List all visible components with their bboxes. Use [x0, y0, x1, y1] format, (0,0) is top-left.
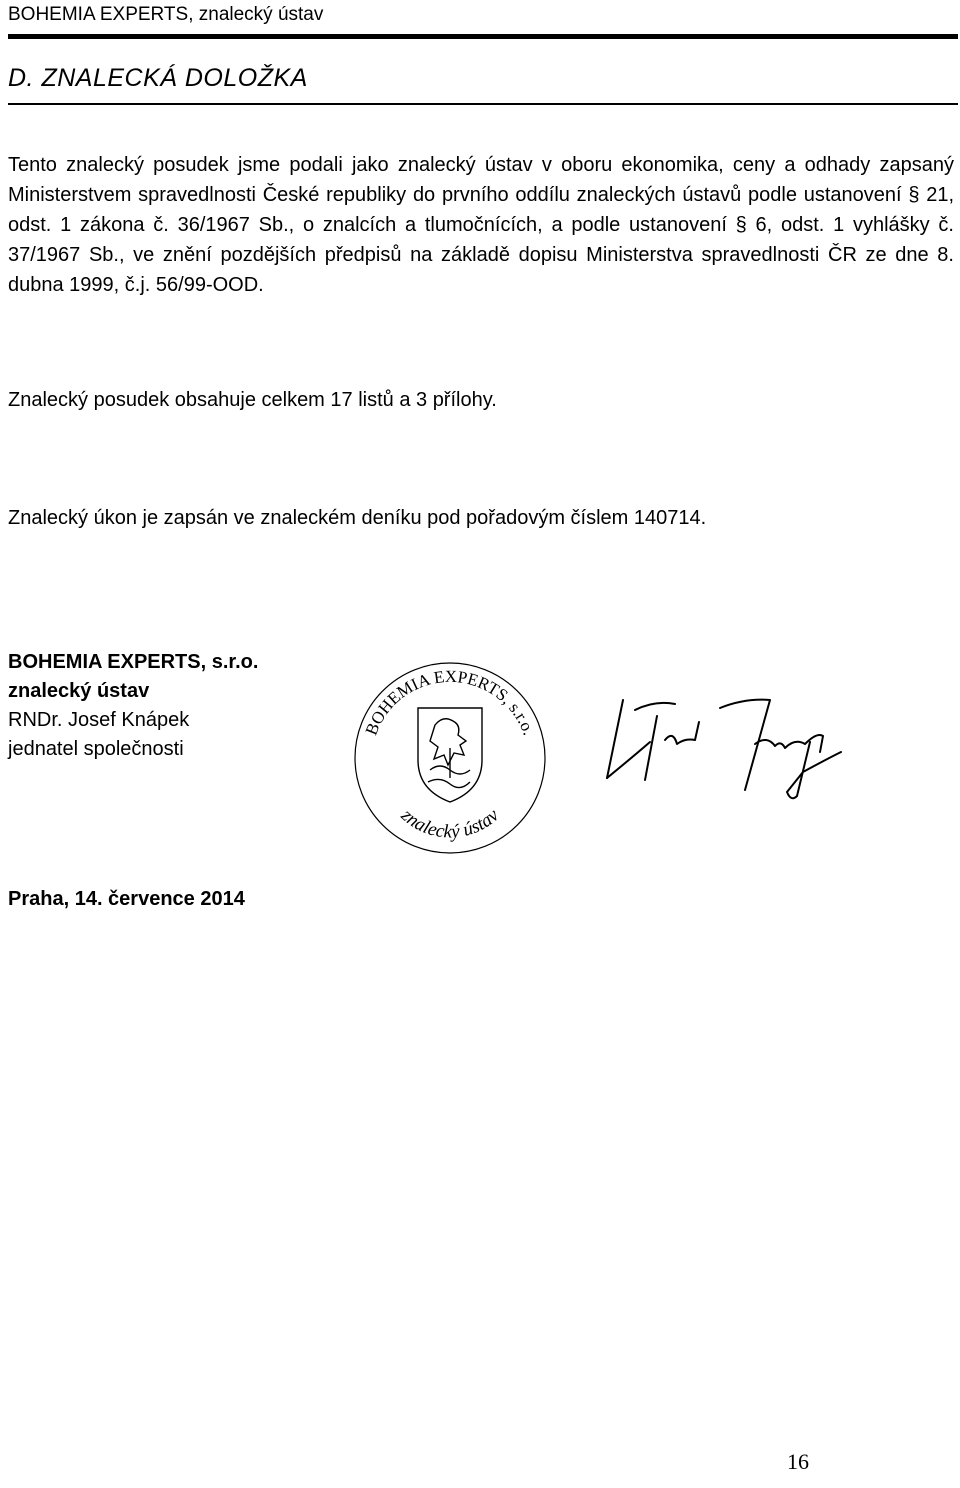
company-role: znalecký ústav — [8, 680, 150, 702]
header-title: BOHEMIA EXPERTS, znalecký ústav — [8, 4, 324, 25]
register-note: Znalecký úkon je zapsán ve znaleckém deníku pod pořadovým číslem 140714. — [8, 507, 707, 529]
company-name: BOHEMIA EXPERTS, s.r.o. — [8, 651, 259, 673]
official-stamp — [350, 650, 550, 855]
document-date: Praha, 14. července 2014 — [8, 888, 245, 910]
header-divider — [8, 34, 958, 39]
expert-clause-paragraph: Tento znalecký posudek jsme podali jako znalecký ústav v oboru ekonomika, ceny a odhady zapsaný Ministerstvem spravedlnosti České republiky do prvního oddílu znaleckých ústavů podle ustanovení § 21, odst. 1 zákona č. 36/1967 Sb., o znalcích a tlumočnících, a podle ustanovení § 6, odst. 1 vyhlášky č. 37/1967 Sb., ve znění pozdějších předpisů na základě dopisu Ministerstva spravedlnosti ČR ze dne 8. dubna 1999, č.j. 56/99-OOD. — [8, 154, 954, 296]
signatory-position: jednatel společnosti — [8, 738, 184, 760]
signatory-name: RNDr. Josef Knápek — [8, 709, 190, 731]
section-divider — [8, 103, 958, 105]
pages-note: Znalecký posudek obsahuje celkem 17 listů a 3 přílohy. — [8, 389, 497, 411]
stamp-top-text: BOHEMIA EXPERTS, s.r.o. — [361, 666, 539, 738]
signature-block — [8, 648, 258, 764]
stamp-bottom-text: znalecký ústav — [396, 804, 504, 843]
page-number: 16 — [787, 1449, 809, 1474]
handwritten-signature — [595, 680, 865, 800]
coat-of-arms-icon — [418, 708, 482, 802]
section-title: D. ZNALECKÁ DOLOŽKA — [8, 64, 308, 92]
